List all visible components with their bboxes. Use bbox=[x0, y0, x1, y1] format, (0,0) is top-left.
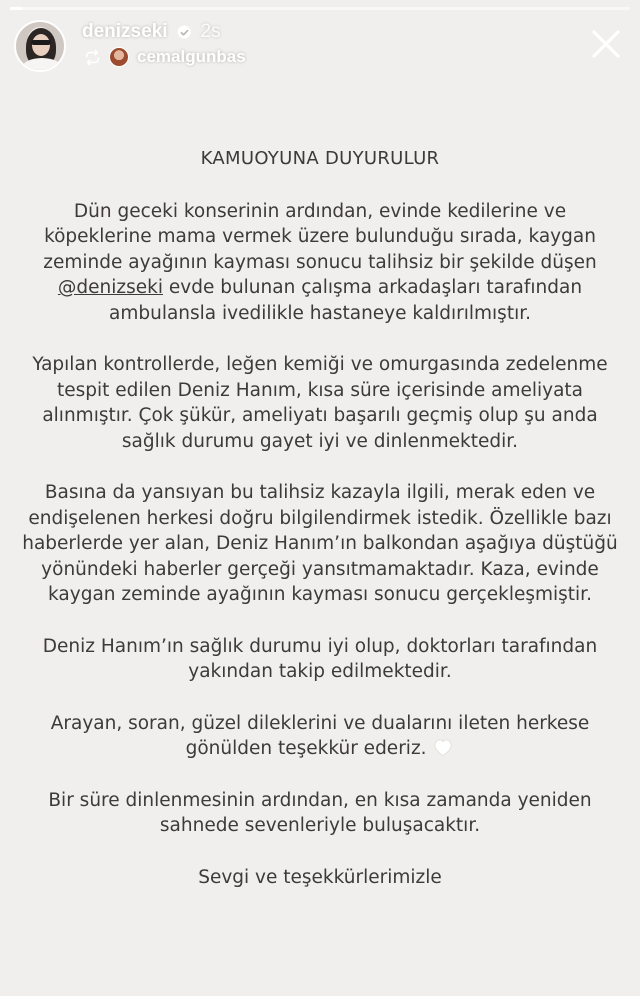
paragraph-1-text: Dün geceki konserinin ardından, evinde kedilerine ve köpeklerine mama vermek üzere bulunduğu sırada, kaygan zeminde ayağının kayması sonucu talihsiz bir şekilde düşen bbox=[43, 200, 597, 273]
story-progress-fill bbox=[10, 7, 22, 10]
post-time: 2s bbox=[200, 21, 221, 42]
announcement-title: KAMUOYUNA DUYURULUR bbox=[200, 148, 440, 169]
username-link[interactable]: denizseki bbox=[82, 21, 168, 42]
repost-username[interactable]: cemalgunbas bbox=[137, 47, 246, 66]
paragraph-2: Yapılan kontrollerde, leğen kemiği ve omurgasında zedelenme tespit edilen Deniz Hanım, kısa süre içerisinde ameliyata alınmıştır. Çok şükür, ameliyatı başarılı geçmiş olup şu anda sağlık durumu gayet iyi ve dinlenmektedir. bbox=[32, 354, 608, 452]
announcement-text bbox=[18, 146, 622, 916]
repost-avatar bbox=[109, 47, 129, 67]
username-row bbox=[82, 21, 221, 43]
close-icon bbox=[586, 24, 626, 64]
paragraph-4: Deniz Hanım’ın sağlık durumu iyi olup, doktorları tarafından yakından takip edilmektedir. bbox=[42, 635, 598, 682]
paragraph-3: Basına da yansıyan bu talihsiz kazayla ilgili, merak eden ve endişelenen herkesi doğru bilgilendirmek istedik. Özellikle bazı haberlerde yer alan, Deniz Hanım’ın balkondan aşağıya düştüğü yönündeki haberler gerçeği yansıtmamaktadır. Kaza, evinde kaygan zeminde ayağının kayması sonucu gerçekleşmiştir. bbox=[22, 482, 618, 605]
paragraph-5-text: Arayan, soran, güzel dileklerini ve dualarını ileten herkese gönülden teşekkür ederiz. bbox=[50, 712, 590, 759]
avatar[interactable] bbox=[14, 20, 66, 72]
close-button[interactable] bbox=[586, 24, 626, 64]
paragraph-1-tail: evde bulunan çalışma arkadaşları tarafından ambulansla ivedilikle hastaneye kaldırılmıştır. bbox=[109, 277, 583, 324]
verified-badge-icon bbox=[176, 24, 193, 41]
mention-link[interactable]: @denizseki bbox=[57, 277, 163, 298]
repost-icon bbox=[84, 49, 101, 66]
paragraph-5 bbox=[18, 711, 622, 762]
story-progress-bar bbox=[10, 7, 630, 10]
white-heart-icon bbox=[432, 737, 454, 757]
closing-line: Sevgi ve teşekkürlerimizle bbox=[198, 866, 442, 888]
repost-row[interactable] bbox=[84, 47, 246, 67]
paragraph-6: Bir süre dinlenmesinin ardından, en kısa zamanda yeniden sahnede sevenleriyle buluşacaktır. bbox=[48, 789, 592, 836]
paragraph-1 bbox=[18, 199, 622, 327]
story-header bbox=[14, 18, 626, 74]
